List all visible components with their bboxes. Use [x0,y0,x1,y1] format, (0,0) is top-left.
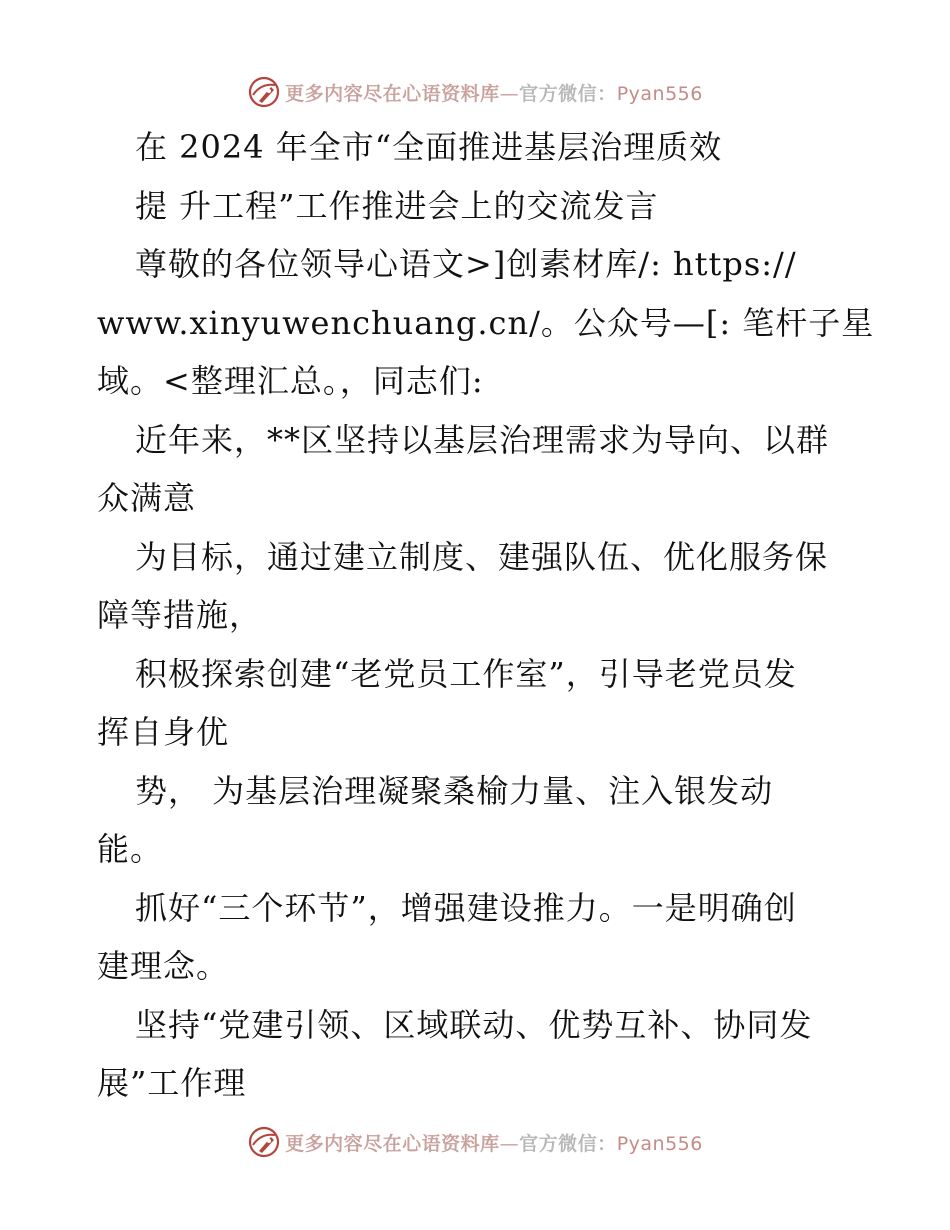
text-line: 为目标，通过建立制度、建强队伍、优化服务保 [135,537,829,576]
watermark-separator: — [499,82,520,105]
watermark-wechat-label: 官方微信： [519,1132,617,1155]
pen-logo-icon [247,1125,281,1159]
text-line: 势， 为基层治理凝聚桑榆力量、注入银发动 [135,771,774,810]
text-line: 展”工作理 [97,1064,247,1102]
text-line: 建理念。 [97,947,230,985]
header-watermark [0,72,950,112]
document-body [97,118,875,1113]
watermark-site: 更多内容尽在心语资料库 [285,1132,500,1155]
watermark-separator: — [499,1132,520,1155]
text-line: 挥自身优 [97,713,230,751]
text-line: 提 升工程”工作推进会上的交流发言 [135,186,659,225]
watermark-site: 更多内容尽在心语资料库 [285,82,500,105]
text-line: 域。<整理汇总。，同志们: [97,362,484,400]
watermark-wechat-id: Pyan556 [616,82,703,105]
text-line: 能。 [97,830,164,868]
text-line: 在 2024 年全市“全面推进基层治理质效 [135,128,723,166]
footer-watermark [0,1122,950,1162]
text-line: 积极探索创建“老党员工作室”，引导老党员发 [135,654,797,693]
text-line: 障等措施， [97,596,263,634]
text-line: 近年来，**区坚持以基层治理需求为导向、以群 [135,420,830,459]
watermark-text [285,1129,703,1156]
text-line: 抓好“三个环节”，增强建设推力。一是明确创 [135,888,797,927]
text-line: 尊敬的各位领导心语文>]创素材库/: https:// [135,245,797,283]
pen-logo-icon [247,75,281,109]
watermark-wechat-label: 官方微信： [519,82,617,105]
watermark-wechat-id: Pyan556 [616,1132,703,1155]
text-line: 众满意 [97,479,197,517]
text-line: 坚持“党建引领、区域联动、优势互补、协同发 [135,1005,813,1044]
watermark-text [285,79,703,106]
text-line: www.xinyuwenchuang.cn/。公众号—[: 笔杆子星 [97,303,875,342]
